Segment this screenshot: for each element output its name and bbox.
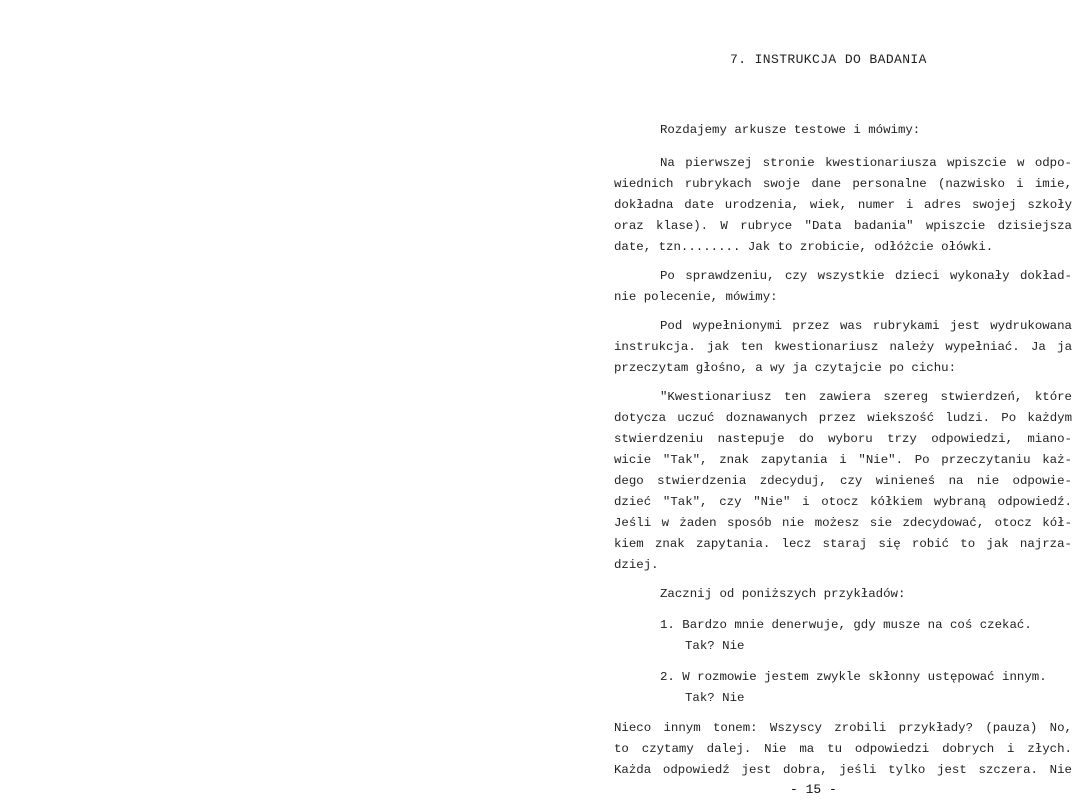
example-item: 2. W rozmowie jestem zwykle skłonny ustępować innym. — [660, 670, 1047, 684]
paragraph-line: oraz klase). W rubryce "Data badania" wpiszcie dzisiejsza — [614, 219, 1072, 233]
paragraph-line: Nieco innym tonem: Wszyscy zrobili przykłady? (pauza) No, — [614, 721, 1072, 735]
paragraph-line: Na pierwszej stronie kwestionariusza wpiszcie w odpo- — [660, 156, 1072, 170]
paragraph-line: dzieć "Tak", czy "Nie" i otocz kółkiem wybraną odpowiedź. — [614, 495, 1072, 509]
paragraph-line: date, tzn........ Jak to zrobicie, odłóżcie ołówki. — [614, 240, 994, 254]
paragraph-line: Jeśli w żaden sposób nie możesz sie zdecydować, otocz kół- — [614, 516, 1072, 530]
paragraph-line: stwierdzeniu nastepuje do wyboru trzy odpowiedzi, miano- — [614, 432, 1072, 446]
text-column — [614, 0, 1074, 810]
paragraph-line: dotycza uczuć doznawanych przez wiekszość ludzi. Po każdym — [614, 411, 1072, 425]
paragraph-line: dokładna date urodzenia, wiek, numer i adres swojej szkoły — [614, 198, 1072, 212]
section-heading: 7. INSTRUKCJA DO BADANIA — [730, 52, 927, 67]
paragraph-line: "Kwestionariusz ten zawiera szereg stwierdzeń, które — [660, 390, 1072, 404]
example-item: 1. Bardzo mnie denerwuje, gdy musze na coś czekać. — [660, 618, 1032, 632]
paragraph-line: dziej. — [614, 558, 659, 572]
paragraph-line: Rozdajemy arkusze testowe i mówimy: — [660, 123, 921, 137]
paragraph-line: Pod wypełnionymi przez was rubrykami jest wydrukowana — [660, 319, 1072, 333]
paragraph-line: Zacznij od poniższych przykładów: — [660, 587, 906, 601]
paragraph-line: instrukcja. jak ten kwestionariusz należy wypełniać. Ja ja — [614, 340, 1072, 354]
page-number: - 15 - — [790, 782, 837, 797]
paragraph-line: Każda odpowiedź jest dobra, jeśli tylko jest szczera. Nie — [614, 763, 1072, 777]
paragraph-line: nie polecenie, mówimy: — [614, 290, 778, 304]
paragraph-line: to czytamy dalej. Nie ma tu odpowiedzi dobrych i złych. — [614, 742, 1072, 756]
paragraph-line: przeczytam głośno, a wy ja czytajcie po cichu: — [614, 361, 957, 375]
paragraph-line: dego stwierdzenia zdecyduj, czy winieneś na nie odpowie- — [614, 474, 1072, 488]
paragraph-line: wiednich rubrykach swoje dane personalne (nazwisko i imie, — [614, 177, 1072, 191]
paragraph-line: wicie "Tak", znak zapytania i "Nie". Po przeczytaniu każ- — [614, 453, 1072, 467]
paragraph-line: kiem znak zapytania. lecz staraj się robić to jak najrza- — [614, 537, 1072, 551]
paragraph-line: Po sprawdzeniu, czy wszystkie dzieci wykonały dokład- — [660, 269, 1072, 283]
example-answer-options: Tak? Nie — [685, 639, 745, 653]
example-answer-options: Tak? Nie — [685, 691, 745, 705]
